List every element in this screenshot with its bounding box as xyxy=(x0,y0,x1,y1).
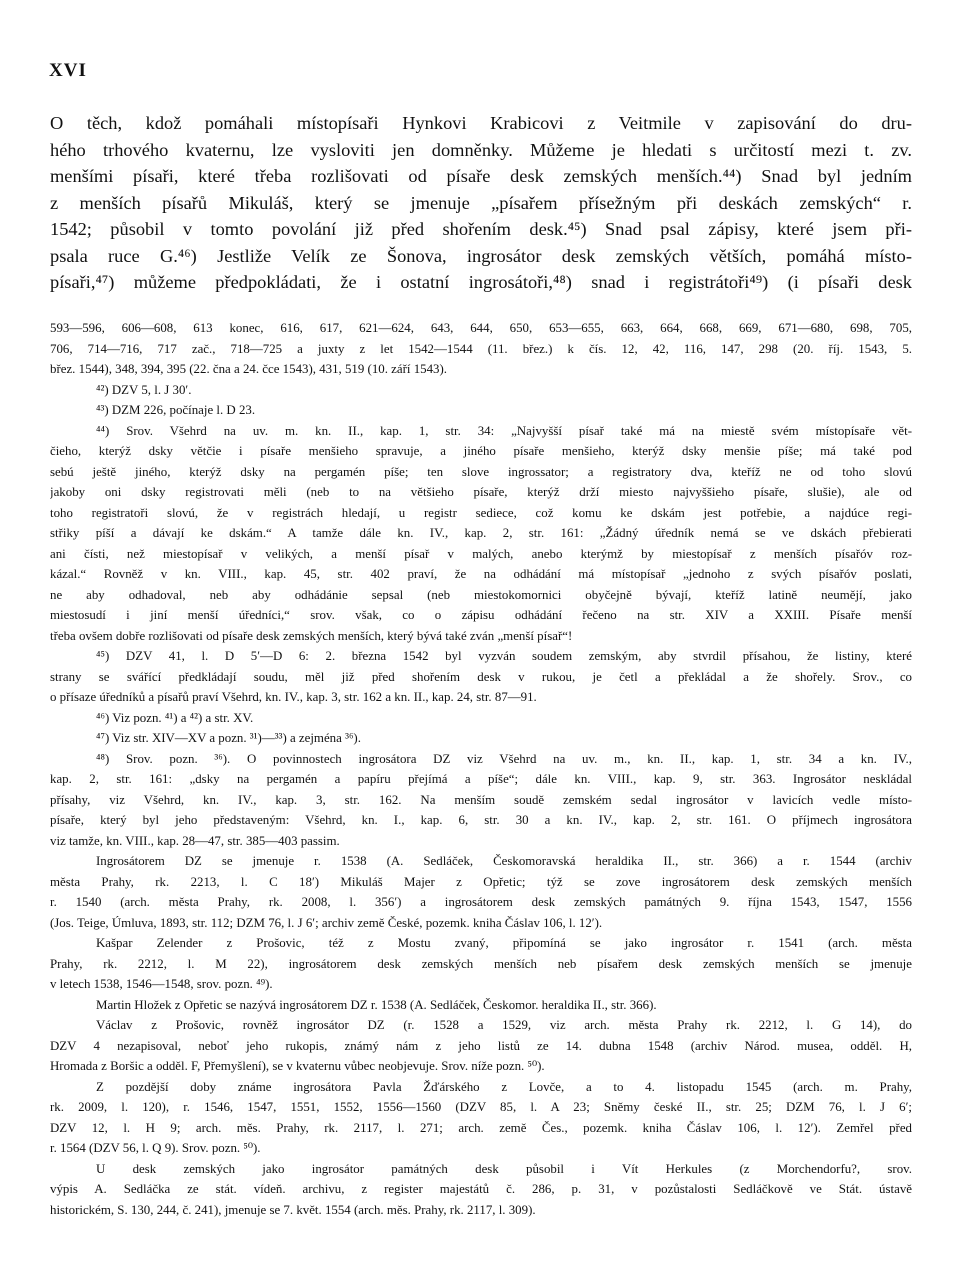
footnote-42: ⁴²) DZV 5, l. J 30′. xyxy=(96,382,192,397)
footnote-44: ⁴⁴) Srov. Všehrd na uv. m. kn. II., kap. 1, str. 34: „Najvyšší písař také má na miestě svém místopísaře vět- xyxy=(96,423,912,438)
main-text-line: hého trhového kvaternu, lze vysloviti jen domněnky. Můžeme je hledati s určitostí mezi t. zv. xyxy=(50,139,912,160)
footnote-line: (Jos. Teige, Úmluva, 1893, str. 112; DZM 76, l. J 6′; archiv země České, pozemk. kniha Čáslav 106, l. 12′). xyxy=(50,915,603,930)
footnote-line: města Prahy, rk. 2213, l. C 18′) Mikuláš Majer z Opřetic; týž se zove ingrosátorem desk zemských menších xyxy=(50,874,912,889)
footnote-46: ⁴⁶) Viz pozn. ⁴¹) a ⁴²) a str. XV. xyxy=(96,710,254,725)
footnote-line: Prahy, rk. 2212, l. M 22), ingrosátorem desk zemských menších neb písařem desk zemských menších se jmenuje xyxy=(50,956,912,971)
footnote-line: o přísaze úředníků a písařů praví Všehrd, kn. IV., kap. 3, str. 162 a kn. II., kap. 24, str. 87—91. xyxy=(50,690,537,704)
footnote-line: střiky píší a dávají ke dskám.“ A tamže dále kn. IV., kap. 2, str. 161: „Žádný úředník nemá se ve dskách přebierati xyxy=(50,526,912,540)
footnote-line: břez. 1544), 348, 394, 395 (22. čna a 24. čce 1543), 431, 519 (10. září 1543). xyxy=(50,362,447,376)
footnote-line: písaře, který byl jeho představeným: Všehrd, kn. I., kap. 6, str. 30 a kn. IV., kap. 2, str. 161. O příjmech ingrosátora xyxy=(50,813,912,827)
footnote-line: historickém, S. 130, 244, č. 241), jmenuje se 7. květ. 1554 (arch. měs. Prahy, rk. 2117, l. 309). xyxy=(50,1202,536,1217)
footnote-paragraph: Ingrosátorem DZ se jmenuje r. 1538 (A. Sedláček, Českomoravská heraldika II., str. 366) a r. 1544 (archiv xyxy=(96,854,912,868)
footnote-line: toho registratoři slovú, že v registrách hledají, u registr sediece, což komu ke dskám jest potřebie, a najdúce regi- xyxy=(50,505,912,520)
footnote-line: 706, 714—716, 717 zač., 718—725 a juxty z let 1542—1544 (11. břez.) k čís. 12, 42, 116, 147, 298 (20. říj. 1543, 5. xyxy=(50,341,912,356)
footnote-line: Hromada z Boršic a odděl. F, Přemyšlení), se v kvaternu vůbec neobjevuje. Srov. níže pozn. ⁵⁰). xyxy=(50,1059,545,1073)
main-text-line: O těch, kdož pomáhali místopísaři Hynkovi Krabicovi z Veitmile v zapisování do dru- xyxy=(50,113,912,133)
footnote-paragraph: Martin Hložek z Opřetic se nazývá ingrosátorem DZ r. 1538 (A. Sedláček, Českomor. heraldika II., str. 366). xyxy=(96,997,657,1012)
footnote-line: čieho, kterýž dsky větčie i písaře menšieho spravuje, a jiného písaře menšieho, kterýž dsky menšie píše; má také pod xyxy=(50,444,912,458)
footnote-line: 593—596, 606—608, 613 konec, 616, 617, 621—624, 643, 644, 650, 653—655, 663, 664, 668, 669, 671—680, 698, 705, xyxy=(50,321,912,335)
main-text-line: psala ruce G.⁴⁶) Jestliže Velík ze Šonova, ingrosátor desk zemských větších, pomáhá místo- xyxy=(50,245,912,266)
footnote-line: výpis A. Sedláčka ze stát. vídeň. archivu, z register majestátů č. 286, p. 31, v pozůstalosti Sedláčkově ve Stát. ústavě xyxy=(50,1182,912,1196)
footnote-line: třeba ovšem dobře rozlišovati od písaře desk zemských menších, který bývá také zván „menší písař“! xyxy=(50,628,573,643)
footnote-paragraph: Z pozdější doby známe ingrosátora Pavla Žďárského z Lovče, a to 4. listopadu 1545 (arch. m. Prahy, xyxy=(96,1079,912,1094)
footnotes xyxy=(50,318,912,1220)
footnote-43: ⁴³) DZM 226, počínaje l. D 23. xyxy=(96,403,256,417)
main-text-line: písaři,⁴⁷) můžeme předpokládati, že i ostatní ingrosátoři,⁴⁸) snad i registrátoři⁴⁹) (i písaři desk xyxy=(50,272,912,292)
footnote-line: rk. 2009, l. 120), r. 1546, 1547, 1551, 1552, 1556—1560 (DZV 85, l. A 23; Sněmy české II., str. 25; DZM 76, l. J 6′; xyxy=(50,1100,912,1114)
footnote-line: kap. 2, str. 161: „dsky na pergamén a papíru přejímá a píše“; dále kn. VIII., kap. 9, str. 363. Ingrosátor neskládal xyxy=(50,772,912,786)
page-number: XVI xyxy=(49,60,87,81)
footnote-line: ne aby odhadoval, neb aby odhádánie sepsal (neb miestokomornici obyčejně bývají, kteříž latině neumějí, jako xyxy=(50,587,912,602)
main-text-line: z menších písařů Mikuláš, který se jmenuje „písařem přísežným při deskách zemských“ r. xyxy=(50,192,912,213)
footnote-paragraph: Václav z Prošovic, rovněž ingrosátor DZ (r. 1528 a 1529, viz arch. města Prahy rk. 2212, l. G 14), do xyxy=(96,1018,912,1032)
footnote-45: ⁴⁵) DZV 41, l. D 5′—D 6: 2. března 1542 byl vyzván soudem zemským, aby stvrdil přísahou, že listiny, které xyxy=(96,649,912,663)
footnote-line: kázal.“ Rovněž v kn. VIII., kap. 45, str. 402 praví, že na odhádání má místopísař „jednoho z svých písařóv poslati, xyxy=(50,567,912,581)
footnote-line: r. 1564 (DZV 56, l. Q 9). Srov. pozn. ⁵⁰). xyxy=(50,1141,261,1155)
footnote-line: DZV 12, l. H 9; arch. měs. Prahy, rk. 2117, l. 271; arch. země Čes., pozemk. kniha Čáslav 106, l. 12′). Zemřel před xyxy=(50,1120,912,1135)
footnote-line: strany se svářící předkládají soudu, měl již před shořením desk v rukou, je četl a překládal a že shořely. Srov., co xyxy=(50,669,912,684)
footnote-line: přísahy, viz Všehrd, kn. IV., kap. 3, str. 162. Na menším soudě zemském sedal ingrosátor v lavicích vedle místo- xyxy=(50,792,912,807)
footnote-line: ani čísti, než miestopísař v velikých, a menší písař v malých, anebo kterýmž by miestopísař z menších písařóv roz- xyxy=(50,546,912,561)
footnote-line: r. 1540 (arch. města Prahy, rk. 2008, l. 356′) a ingrosátorem desk zemských památných 9. října 1543, 1547, 1556 xyxy=(50,895,912,909)
footnote-line: v letech 1538, 1546—1548, srov. pozn. ⁴⁹). xyxy=(50,977,273,991)
footnote-paragraph: U desk zemských jako ingrosátor památných desk působil i Vít Herkules (z Morchendorfu?, srov. xyxy=(96,1161,912,1176)
footnote-line: sebú ještě jiného, kterýž dsky na pergamén píše; ten slove ingrossator; a registratory dva, kteříž ne od toho slovú xyxy=(50,464,912,479)
footnote-line: miestosudí i jiní menší úředníci,“ srov. však, co o zápisu odhádání řečeno na str. XIV a XXIII. Písaře menší xyxy=(50,608,912,622)
main-text xyxy=(50,110,912,296)
footnote-paragraph: Kašpar Zelender z Prošovic, též z Mostu zvaný, připomíná se jako ingrosátor r. 1541 (arch. města xyxy=(96,936,912,950)
footnote-line: viz tamže, kn. VIII., kap. 28—47, str. 385—403 passim. xyxy=(50,833,340,848)
main-text-line: 1542; působil v tomto povolání již před shořením desk.⁴⁵) Snad psal zápisy, které jsem při- xyxy=(50,219,912,239)
footnote-48: ⁴⁸) Srov. pozn. ³⁶). O povinnostech ingrosátora DZ viz Všehrd na uv. m., kn. II., kap. 1, str. 34 a kn. IV., xyxy=(96,751,912,766)
footnote-47: ⁴⁷) Viz str. XIV—XV a pozn. ³¹)—³³) a zejména ³⁶). xyxy=(96,731,361,745)
main-text-line: menšími písaři, které třeba rozlišovati od písaře desk zemských menších.⁴⁴) Snad byl jedním xyxy=(50,166,912,186)
footnote-line: jakoby oni dsky registrovati měli (neb to na většieho písaře, kterýž drží miesto najvyššieho písaře, slušie), ale od xyxy=(50,485,912,499)
footnote-line: DZV 4 nezapisoval, neboť jeho rukopis, známý nám z jeho listů ze 14. dubna 1548 (archiv Národ. musea, odděl. H, xyxy=(50,1038,912,1053)
